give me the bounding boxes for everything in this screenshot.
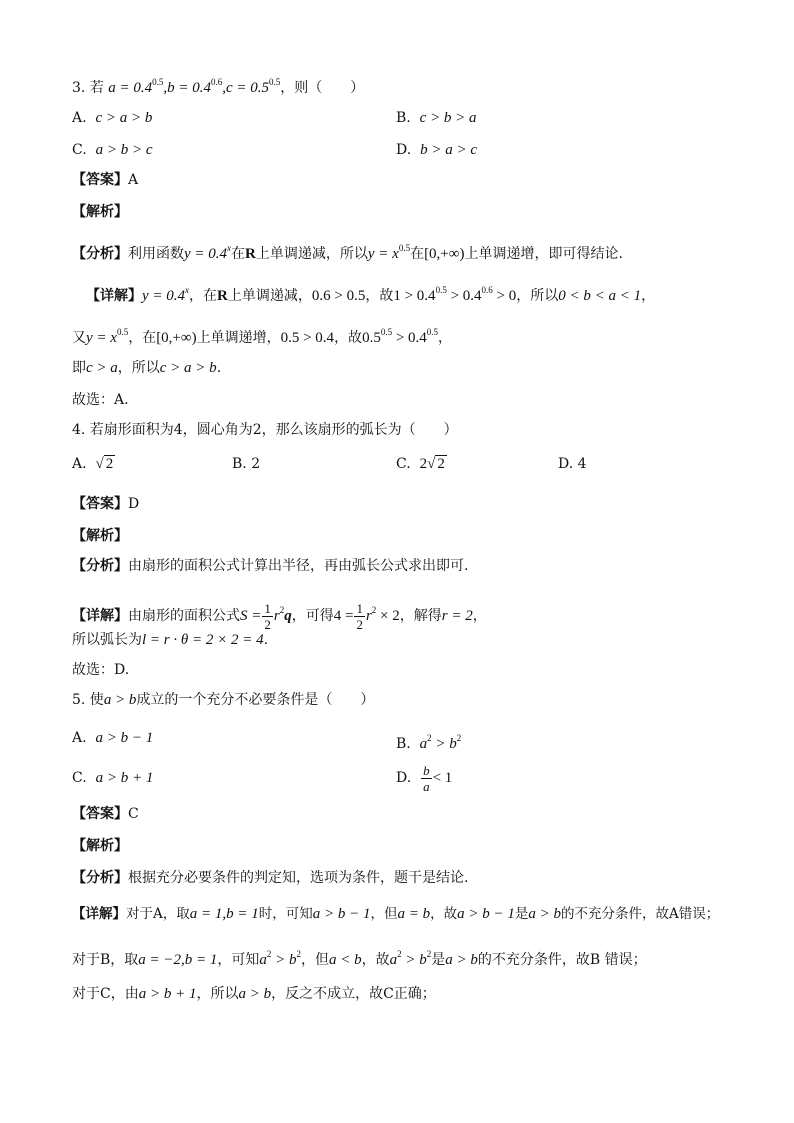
q5-option-d: D. $\frac{b}{a}$ < 1 [396,762,453,794]
q4-fenxi: 【分析】由扇形的面积公式计算出半径，再由弧长公式求出即可. [72,558,469,574]
q5-option-b: B. $a^2 > b^2$ [396,733,462,752]
q5-fenxi: 【分析】根据充分必要条件的判定知，选项为条件，题干是结论. [72,870,469,886]
q5-answer: 【答案】C [72,806,139,822]
q4-option-d: D. 4 [558,456,587,472]
q3-option-c: C. a > b > c [72,142,153,158]
q3-guxuan: 故选：A. [72,392,129,408]
q5-option-a: A. a > b − 1 [72,730,154,746]
q3-stem: 3. 若 $a = 0.4^{0.5},b = 0.4^{0.6},c = 0.5^{0.5}$，则（ ） [72,77,365,96]
q5-xiangjie-a: 【详解】对于A，取a = 1,b = 1时，可知a > b − 1，但a = b，故a > b − 1是a > b的不充分条件，故A错误； [72,906,720,922]
q4-option-b: B. 2 [232,456,261,472]
q5-xiangjie-b: 对于B，取a = −2,b = 1，可知$a^2 > b^2$，但a < b，故$a^2 > b^2$是a > b的不充分条件，故B 错误； [72,949,647,968]
q3-jiexi: 【解析】 [72,204,128,220]
q3-xiangjie-1: 【详解】$y = 0.4^x$，在R上单调递减，0.6 > 0.5，故$1 > 0.4^{0.5} > 0.4^{0.6} > 0$，所以0 < b < a < 1， [86,285,656,304]
q4-option-c: C. 2√ 2 [396,456,445,472]
q3-option-a: A. c > a > b [72,110,153,126]
q5-jiexi: 【解析】 [72,838,128,854]
q5-xiangjie-c: 对于C，由a > b + 1，所以a > b，反之不成立，故C正确； [72,986,436,1002]
q3-answer: 【答案】A [72,172,139,188]
q3-xiangjie-2: 又$y = x^{0.5}$，在[0,+∞)上单调递增，0.5 > 0.4，故$0.5^{0.5} > 0.4^{0.5}$， [72,327,453,346]
q3-option-b: B. c > b > a [396,110,477,126]
q5-stem: 5. 使a > b成立的一个充分不必要条件是（ ） [72,692,375,708]
q5-option-c: C. a > b + 1 [72,770,154,786]
q3-fenxi: 【分析】利用函数$y = 0.4^x$在R上单调递减，所以$y = x^{0.5}$在[0,+∞)上单调递增，即可得结论. [72,243,623,262]
q4-guxuan: 故选：D. [72,662,130,678]
q3-xiangjie-3: 即c > a，所以c > a > b. [72,360,222,376]
q4-answer: 【答案】D [72,496,140,512]
q4-arc: 所以弧长为l = r · θ = 2 × 2 = 4. [72,632,269,648]
q4-jiexi: 【解析】 [72,528,128,544]
q4-option-a: A. √ 2 [72,456,114,472]
q4-xiangjie: 【详解】由扇形的面积公式S = $\frac{1}{2}$ $r^2q$，可得4 = $\frac{1}{2}$ $r^2 \times 2$，解得r = 2， [72,600,487,632]
q4-stem: 4. 若扇形面积为4，圆心角为2，那么该扇形的弧长为（ ） [72,422,458,438]
q3-option-d: D. b > a > c [396,142,477,158]
